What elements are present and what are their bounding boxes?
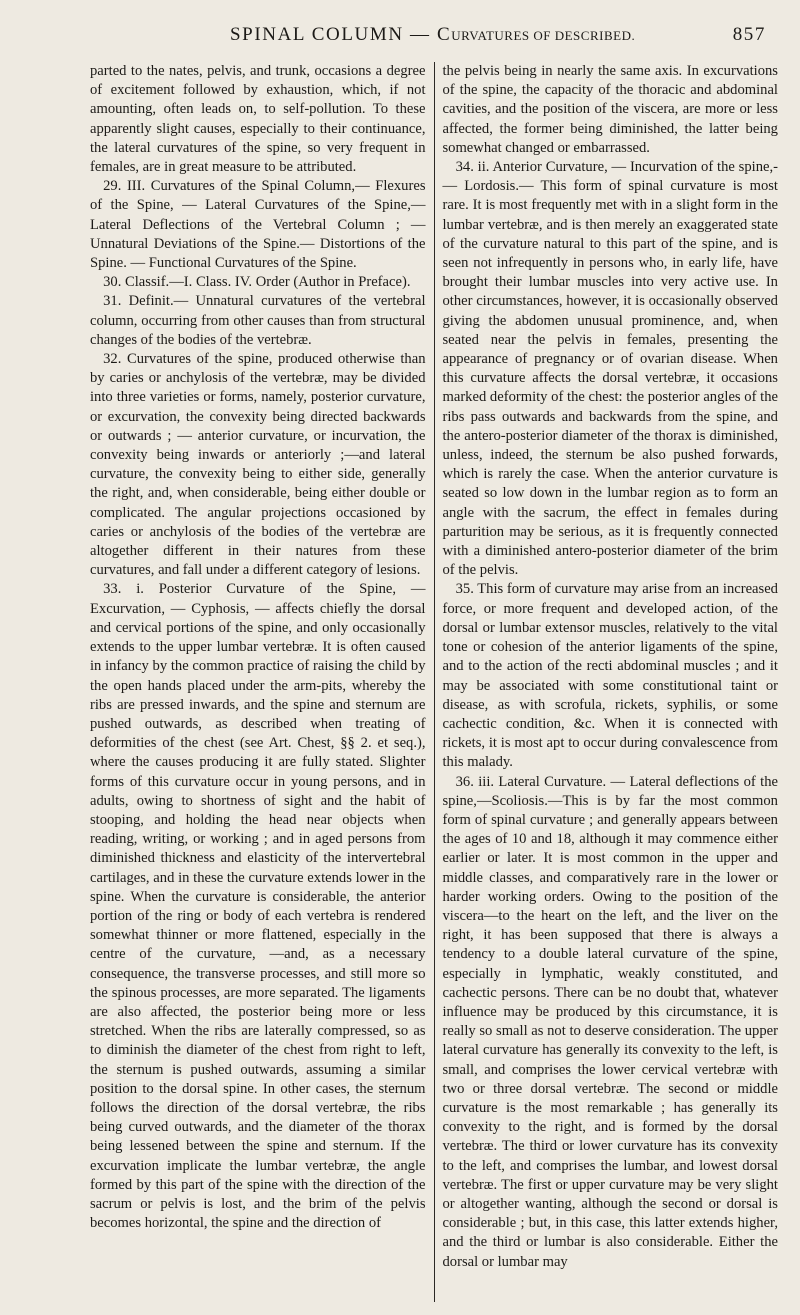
paragraph: 29. III. Curvatures of the Spinal Column,— Flexures of the Spine, — Lateral Curvatures of the Spine,—Lateral Deflections of the Vertebral Column ; — Unnatural Deviations of the Spine.— Distortions of the Spine. — Functional Curvatures of the Spine. <box>90 178 426 272</box>
running-title-main: SPINAL COLUMN — C <box>230 24 452 45</box>
paragraph: 34. ii. Anterior Curvature, — Incurvation of the spine,-— Lordosis.— This form of spinal curvature is most rare. It is most frequently met with in a slight form in the lumbar vertebræ, and is then merely an exaggerated state of the curvature natural to this part of the spine, and is seen not infrequently in persons who, in early life, have brought their lumbar muscles into very active use. In other circumstances, however, it is occasionally observed giving the abdomen unusual prominence, and, when seated near the pelvis in females, presenting the appearance of pregnancy or of ovarian disease. When this curvature affects the dorsal vertebræ, it occasions marked deformity of the chest: the posterior angles of the ribs pass outwards and backwards from the spine, and the antero-posterior diameter of the thorax is diminished, unless, indeed, the sternum be also pushed forwards, which is rarely the case. When the anterior curvature is seated so low down in the lumbar region as to form an angle with the sacrum, the effect in females during parturition may be serious, as it is frequently connected with a diminished antero-posterior diameter of the brim of the pelvis. <box>442 159 778 579</box>
text-columns <box>90 62 778 1302</box>
running-title <box>230 24 635 46</box>
paragraph: 35. This form of curvature may arise from an increased force, or more frequent and developed action, of the dorsal or lumbar extensor muscles, relatively to the vital tone or cohesion of the anterior ligaments of the spine, and to the action of the recti abdominal muscles ; and it may be associated with some constitutional taint or disease, as with scrofula, rickets, syphilis, or some cachectic condition, &c. When it is connected with rickets, it is most apt to occur during convalescence from this malady. <box>442 581 778 771</box>
left-column <box>90 62 426 1302</box>
paragraph: 31. Definit.— Unnatural curvatures of the vertebral column, occurring from other causes than from structural changes of the bodies of the vertebræ. <box>90 293 426 348</box>
paragraph: 36. iii. Lateral Curvature. — Lateral deflections of the spine,—Scoliosis.—This is by far the most common form of spinal curvature ; and generally appears between the ages of 10 and 18, although it may commence either earlier or later. It is most common in the upper and middle classes, and comparatively rare in the lower or harder working orders. Owing to the position of the viscera—to the heart on the left, and the liver on the right, it has been supposed that there is always a tendency to a double lateral curvature of the spine, especially in lymphatic, weakly constituted, and cachectic persons. There can be no doubt that, whatever influence may be produced by this circumstance, it is really so small as not to deserve consideration. The upper lateral curvature has generally its convexity to the left, is small, and comprises the lower cervical vertebræ with two or three dorsal vertebræ. The second or middle curvature is the most remarkable ; has generally its convexity to the right, and is formed by the dorsal vertebræ. The third or lower curvature has its convexity to the left, and comprises the lumbar, and lowest dorsal vertebræ. The first or upper curvature may be very slight or altogether wanting, although the second or dorsal is considerable ; but, in this case, this latter extends higher, and the third or lumbar is also considerable. Either the dorsal or lumbar may <box>442 773 778 1270</box>
paragraph: 32. Curvatures of the spine, produced otherwise than by caries or anchylosis of the vertebræ, may be divided into three varieties or forms, namely, posterior curvature, or excurvation, the convexity being directed backwards or outwards ; — anterior curvature, or incurvation, the convexity being inwards or anteriorly ;—and lateral curvature, the convexity being to either side, generally the right, and, when considerable, being either double or complicated. The angular projections occasioned by caries or anchylosis of the bodies of the vertebræ are altogether different in their natures from these curvatures, and fall under a different category of lesions. <box>90 351 426 579</box>
column-divider <box>434 62 435 1302</box>
running-head <box>80 24 766 52</box>
paragraph: the pelvis being in nearly the same axis. In excurvations of the spine, the capacity of the thoracic and abdominal cavities, and the position of the viscera, are more or less affected, the former being diminished, the latter being somewhat changed or embarrassed. <box>442 63 778 156</box>
page-number: 857 <box>732 24 766 45</box>
paragraph: parted to the nates, pelvis, and trunk, occasions a degree of excitement followed by exhaustion, which, if not amounting, often leads on, to self-pollution. To these apparently slight causes, especially to their continuance, the lateral curvatures of the spine, so very frequent in females, are in great measure to be attributed. <box>90 63 426 176</box>
running-title-small: URVATURES OF DESCRIBED. <box>451 28 636 43</box>
paragraph: 33. i. Posterior Curvature of the Spine, — Excurvation, — Cyphosis, — affects chiefly the dorsal and cervical portions of the spine, and only occasionally extends to the upper lumbar vertebræ. It is often caused in infancy by the common practice of raising the child by the open hands placed under the arm-pits, whereby the ribs are pressed inwards, and the spine and sternum are pushed outwards, as described when treating of deformities of the chest (see Art. Chest, §§ 2. et seq.), where the causes producing it are fully stated. Slighter forms of this curvature occur in young persons, and in adults, owing to shortness of sight and the habit of stooping, and holding the head near objects when reading, writing, or working ; and in aged persons from diminished thickness and elasticity of the intervertebral cartilages, and in these the curvature extends lower in the spine. When the curvature is considerable, the anterior portion of the ring or body of each vertebra is rendered somewhat thinner or more flattened, especially in the centre of the curvature, —and, as a necessary consequence, the transverse processes, and still more so the spinous processes, are more separated. The ligaments are also affected, the posterior being more or less stretched. When the ribs are laterally compressed, so as to diminish the diameter of the chest from right to left, the sternum is pushed outwards, assuming a similar position to the dorsal spine. In other cases, the sternum follows the direction of the dorsal vertebræ, the ribs being curved outwards, and the diameter of the thorax being lessened between the spine and sternum. If the excurvation implicate the lumbar vertebræ, the angle formed by this part of the spine with the direction of the sacrum or pelvis is lost, and the brim of the pelvis becomes horizontal, the spine and the direction of <box>90 581 426 1232</box>
paragraph: 30. Classif.—I. Class. IV. Order (Author in Preface). <box>103 274 411 291</box>
right-column <box>442 62 778 1302</box>
